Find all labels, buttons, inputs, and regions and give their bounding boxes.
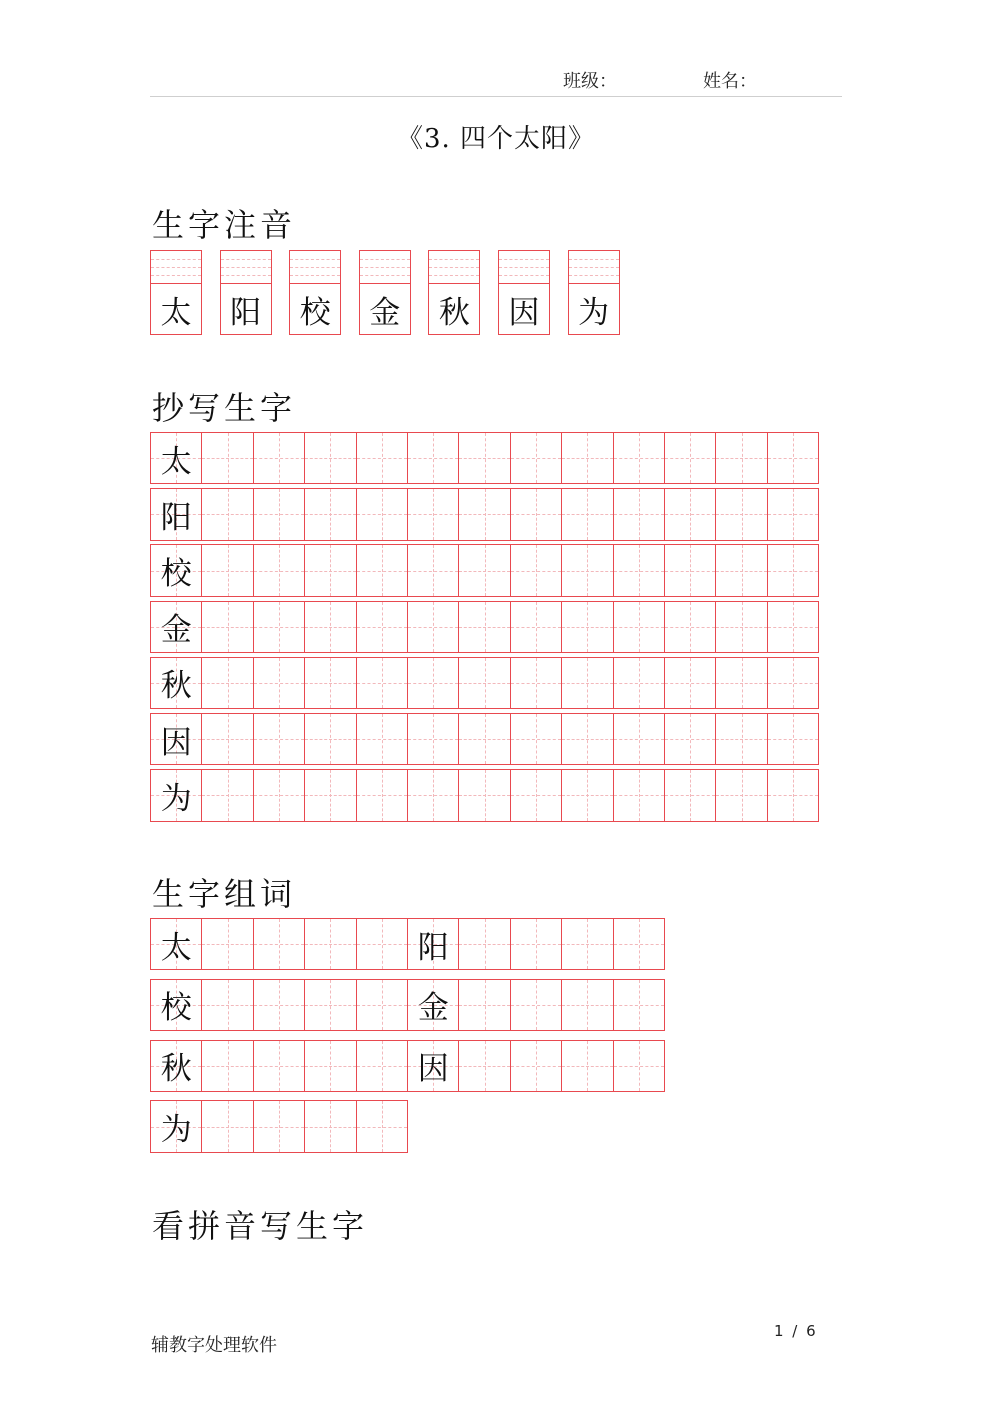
model-character: 秋 <box>160 668 192 705</box>
word-writing-cell[interactable] <box>356 918 408 970</box>
copy-writing-cell[interactable] <box>304 769 356 821</box>
copy-writing-cell[interactable] <box>510 657 562 709</box>
word-writing-cell[interactable] <box>561 979 613 1031</box>
model-character: 太 <box>160 443 192 480</box>
pinyin-lines[interactable] <box>569 251 619 284</box>
copy-model-cell <box>150 601 202 653</box>
word-writing-cell[interactable] <box>356 1040 408 1092</box>
copy-writing-cell[interactable] <box>715 544 767 596</box>
annotate-character: 为 <box>578 294 610 331</box>
copy-model-cell <box>150 713 202 765</box>
word-model-cell <box>407 979 459 1031</box>
pinyin-lines[interactable] <box>151 251 201 284</box>
copy-writing-cell[interactable] <box>767 488 819 540</box>
word-model-cell <box>407 918 459 970</box>
copy-writing-cell[interactable] <box>664 488 716 540</box>
word-model-cell <box>407 1040 459 1092</box>
model-character: 校 <box>160 556 192 593</box>
annotate-character: 阳 <box>230 294 262 331</box>
copy-writing-cell[interactable] <box>201 713 253 765</box>
annotate-character: 因 <box>508 294 540 331</box>
word-writing-cell[interactable] <box>510 918 562 970</box>
pinyin-lines[interactable] <box>290 251 340 284</box>
word-writing-cell[interactable] <box>613 918 665 970</box>
copy-writing-cell[interactable] <box>201 432 253 484</box>
copy-writing-cell[interactable] <box>561 601 613 653</box>
model-character: 秋 <box>160 1051 192 1088</box>
copy-writing-cell[interactable] <box>201 769 253 821</box>
copy-writing-cell[interactable] <box>561 769 613 821</box>
word-writing-cell[interactable] <box>304 979 356 1031</box>
copy-writing-cell[interactable] <box>510 432 562 484</box>
copy-writing-cell[interactable] <box>664 601 716 653</box>
word-writing-cell[interactable] <box>201 979 253 1031</box>
copy-writing-cell[interactable] <box>458 657 510 709</box>
model-character: 太 <box>160 929 192 966</box>
annotate-box <box>289 250 341 335</box>
copy-writing-cell[interactable] <box>458 488 510 540</box>
annotate-box <box>498 250 550 335</box>
copy-model-cell <box>150 769 202 821</box>
word-writing-cell[interactable] <box>304 1040 356 1092</box>
annotate-character: 太 <box>160 294 192 331</box>
word-writing-cell[interactable] <box>613 1040 665 1092</box>
copy-writing-cell[interactable] <box>715 432 767 484</box>
word-writing-cell[interactable] <box>253 1100 305 1152</box>
header-divider <box>150 96 842 97</box>
word-writing-cell[interactable] <box>201 918 253 970</box>
section-title-pinyin: 看拼音写生字 <box>152 1207 369 1245</box>
copy-writing-cell[interactable] <box>510 713 562 765</box>
copy-writing-cell[interactable] <box>458 601 510 653</box>
copy-writing-cell[interactable] <box>767 713 819 765</box>
copy-writing-cell[interactable] <box>664 544 716 596</box>
copy-writing-cell[interactable] <box>664 769 716 821</box>
copy-writing-cell[interactable] <box>356 544 408 596</box>
copy-writing-cell[interactable] <box>613 713 665 765</box>
class-label: 班级： <box>563 71 617 92</box>
pinyin-lines[interactable] <box>499 251 549 284</box>
copy-writing-cell[interactable] <box>613 432 665 484</box>
copy-writing-cell[interactable] <box>356 601 408 653</box>
copy-writing-cell[interactable] <box>407 657 459 709</box>
copy-writing-cell[interactable] <box>356 432 408 484</box>
model-character: 因 <box>160 724 192 761</box>
word-writing-cell[interactable] <box>561 918 613 970</box>
copy-model-cell <box>150 657 202 709</box>
copy-writing-cell[interactable] <box>613 657 665 709</box>
section-title-copy: 抄写生字 <box>152 389 297 427</box>
word-writing-cell[interactable] <box>458 1040 510 1092</box>
copy-writing-cell[interactable] <box>407 488 459 540</box>
copy-writing-cell[interactable] <box>356 713 408 765</box>
copy-writing-cell[interactable] <box>664 657 716 709</box>
copy-writing-cell[interactable] <box>715 488 767 540</box>
copy-writing-cell[interactable] <box>613 769 665 821</box>
word-writing-cell[interactable] <box>253 918 305 970</box>
copy-model-cell <box>150 488 202 540</box>
copy-writing-cell[interactable] <box>253 769 305 821</box>
copy-writing-cell[interactable] <box>613 488 665 540</box>
copy-writing-cell[interactable] <box>767 544 819 596</box>
annotate-character: 金 <box>369 294 401 331</box>
copy-writing-cell[interactable] <box>253 713 305 765</box>
copy-writing-cell[interactable] <box>510 488 562 540</box>
copy-writing-cell[interactable] <box>510 544 562 596</box>
word-writing-cell[interactable] <box>356 1100 408 1152</box>
footer-software: 辅教字处理软件 <box>151 1335 277 1356</box>
annotate-character: 秋 <box>438 294 470 331</box>
word-model-cell <box>150 1100 202 1152</box>
copy-writing-cell[interactable] <box>561 488 613 540</box>
word-model-cell <box>150 1040 202 1092</box>
page-title: 《3. 四个太阳》 <box>396 124 596 154</box>
word-writing-cell[interactable] <box>201 1100 253 1152</box>
copy-writing-cell[interactable] <box>561 432 613 484</box>
annotate-box <box>150 250 202 335</box>
copy-writing-cell[interactable] <box>767 769 819 821</box>
copy-model-cell <box>150 544 202 596</box>
pinyin-lines[interactable] <box>429 251 479 284</box>
model-character: 阳 <box>417 929 449 966</box>
copy-writing-cell[interactable] <box>458 769 510 821</box>
word-writing-cell[interactable] <box>613 979 665 1031</box>
model-character: 为 <box>160 780 192 817</box>
word-writing-cell[interactable] <box>304 918 356 970</box>
copy-writing-cell[interactable] <box>510 769 562 821</box>
model-character: 金 <box>160 612 192 649</box>
copy-writing-cell[interactable] <box>253 544 305 596</box>
copy-model-cell <box>150 432 202 484</box>
pinyin-lines[interactable] <box>360 251 410 284</box>
copy-writing-cell[interactable] <box>715 769 767 821</box>
copy-writing-cell[interactable] <box>304 657 356 709</box>
copy-writing-cell[interactable] <box>201 488 253 540</box>
copy-writing-cell[interactable] <box>304 713 356 765</box>
word-model-cell <box>150 918 202 970</box>
word-writing-cell[interactable] <box>510 1040 562 1092</box>
word-writing-cell[interactable] <box>253 979 305 1031</box>
model-character: 金 <box>417 990 449 1027</box>
copy-writing-cell[interactable] <box>304 488 356 540</box>
copy-writing-cell[interactable] <box>664 713 716 765</box>
annotate-box <box>428 250 480 335</box>
copy-writing-cell[interactable] <box>407 544 459 596</box>
copy-writing-cell[interactable] <box>304 432 356 484</box>
annotate-box <box>359 250 411 335</box>
pinyin-lines[interactable] <box>221 251 271 284</box>
copy-writing-cell[interactable] <box>201 544 253 596</box>
copy-writing-cell[interactable] <box>561 657 613 709</box>
copy-writing-cell[interactable] <box>767 432 819 484</box>
annotate-character: 校 <box>299 294 331 331</box>
word-writing-cell[interactable] <box>253 1040 305 1092</box>
copy-writing-cell[interactable] <box>458 544 510 596</box>
copy-writing-cell[interactable] <box>407 769 459 821</box>
copy-writing-cell[interactable] <box>407 432 459 484</box>
copy-writing-cell[interactable] <box>458 713 510 765</box>
section-title-words: 生字组词 <box>152 875 297 913</box>
model-character: 校 <box>160 990 192 1027</box>
name-label: 姓名： <box>703 71 757 92</box>
model-character: 阳 <box>160 499 192 536</box>
copy-writing-cell[interactable] <box>767 657 819 709</box>
copy-writing-cell[interactable] <box>201 657 253 709</box>
copy-writing-cell[interactable] <box>715 713 767 765</box>
annotate-box <box>568 250 620 335</box>
copy-writing-cell[interactable] <box>715 657 767 709</box>
copy-writing-cell[interactable] <box>458 432 510 484</box>
word-writing-cell[interactable] <box>458 918 510 970</box>
copy-writing-cell[interactable] <box>664 432 716 484</box>
copy-writing-cell[interactable] <box>304 544 356 596</box>
copy-writing-cell[interactable] <box>253 488 305 540</box>
copy-writing-cell[interactable] <box>561 544 613 596</box>
word-writing-cell[interactable] <box>304 1100 356 1152</box>
page-number: 1 / 6 <box>774 1322 818 1340</box>
copy-writing-cell[interactable] <box>561 713 613 765</box>
copy-writing-cell[interactable] <box>613 601 665 653</box>
copy-writing-cell[interactable] <box>715 601 767 653</box>
word-writing-cell[interactable] <box>356 979 408 1031</box>
word-writing-cell[interactable] <box>510 979 562 1031</box>
copy-writing-cell[interactable] <box>253 601 305 653</box>
copy-writing-cell[interactable] <box>253 432 305 484</box>
copy-writing-cell[interactable] <box>201 601 253 653</box>
copy-writing-cell[interactable] <box>407 713 459 765</box>
copy-writing-cell[interactable] <box>613 544 665 596</box>
word-writing-cell[interactable] <box>458 979 510 1031</box>
annotate-box <box>220 250 272 335</box>
model-character: 因 <box>417 1051 449 1088</box>
word-writing-cell[interactable] <box>201 1040 253 1092</box>
copy-writing-cell[interactable] <box>253 657 305 709</box>
copy-writing-cell[interactable] <box>304 601 356 653</box>
copy-writing-cell[interactable] <box>356 488 408 540</box>
copy-writing-cell[interactable] <box>767 601 819 653</box>
model-character: 为 <box>160 1112 192 1149</box>
section-title-annotate: 生字注音 <box>152 206 297 244</box>
copy-writing-cell[interactable] <box>356 657 408 709</box>
copy-writing-cell[interactable] <box>510 601 562 653</box>
copy-writing-cell[interactable] <box>356 769 408 821</box>
copy-writing-cell[interactable] <box>407 601 459 653</box>
word-model-cell <box>150 979 202 1031</box>
word-writing-cell[interactable] <box>561 1040 613 1092</box>
